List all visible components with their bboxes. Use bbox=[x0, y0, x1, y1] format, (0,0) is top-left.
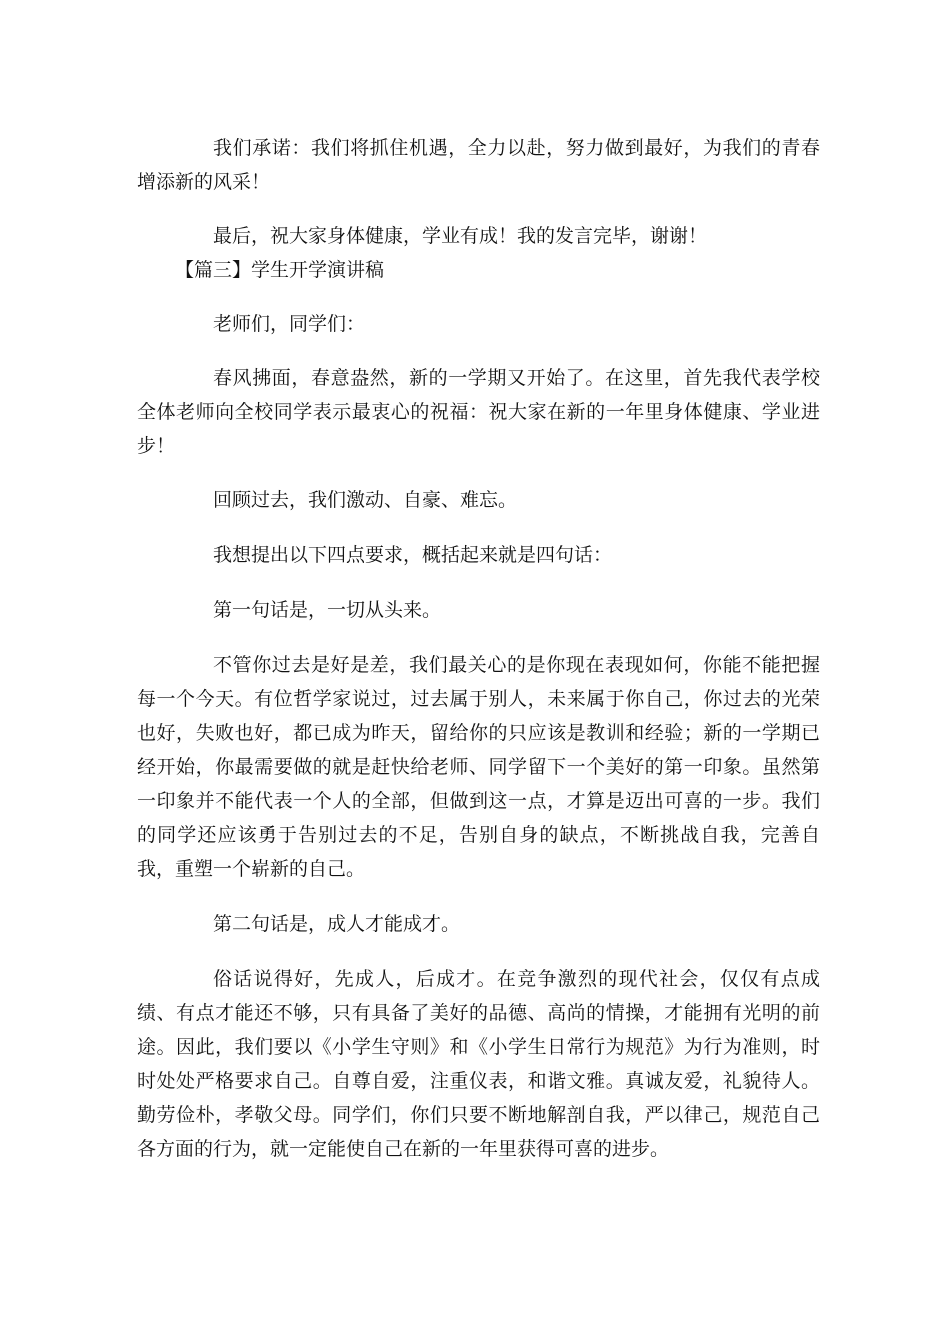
paragraph-opening: 春风拂面，春意盎然，新的一学期又开始了。在这里，首先我代表学校全体老师向全校同学表示最衷心的祝福：祝大家在新的一年里身体健康、学业进步！ bbox=[137, 367, 820, 457]
document-body bbox=[137, 131, 820, 1166]
section-title: 【篇三】学生开学演讲稿 bbox=[175, 259, 385, 281]
paragraph-closing: 最后，祝大家身体健康，学业有成！我的发言完毕，谢谢！ bbox=[213, 225, 708, 247]
paragraph-second-point: 第二句话是，成人才能成才。 bbox=[213, 913, 461, 935]
paragraph-requirements-intro: 我想提出以下四点要求，概括起来就是四句话： bbox=[213, 544, 613, 566]
paragraph-review: 回顾过去，我们激动、自豪、难忘。 bbox=[213, 489, 518, 511]
paragraph-greeting: 老师们，同学们： bbox=[213, 313, 366, 335]
paragraph-first-point-body: 不管你过去是好是差，我们最关心的是你现在表现如何，你能不能把握每一个今天。有位哲学家说过，过去属于别人，未来属于你自己，你过去的光荣也好，失败也好，都已成为昨天，留给你的只应该是教训和经验；新的一学期已经开始，你最需要做的就是赶快给老师、同学留下一个美好的第一印象。虽然第一印象并不能代表一个人的全部，但做到这一点，才算是迈出可喜的一步。我们的同学还应该勇于告别过去的不足，告别自身的缺点，不断挑战自我，完善自我，重塑一个崭新的自己。 bbox=[137, 654, 820, 880]
paragraph-second-point-body: 俗话说得好，先成人，后成才。在竞争激烈的现代社会，仅仅有点成绩、有点才能还不够，只有具备了美好的品德、高尚的情操，才能拥有光明的前途。因此，我们要以《小学生守则》和《小学生日常行为规范》为行为准则，时时处处严格要求自己。自尊自爱，注重仪表，和谐文雅。真诚友爱，礼貌待人。勤劳俭朴，孝敬父母。同学们，你们只要不断地解剖自我，严以律己，规范自己各方面的行为，就一定能使自己在新的一年里获得可喜的进步。 bbox=[137, 968, 820, 1160]
paragraph-first-point: 第一句话是，一切从头来。 bbox=[213, 599, 442, 621]
paragraph-commitment: 我们承诺：我们将抓住机遇，全力以赴，努力做到最好，为我们的青春增添新的风采！ bbox=[137, 137, 820, 193]
